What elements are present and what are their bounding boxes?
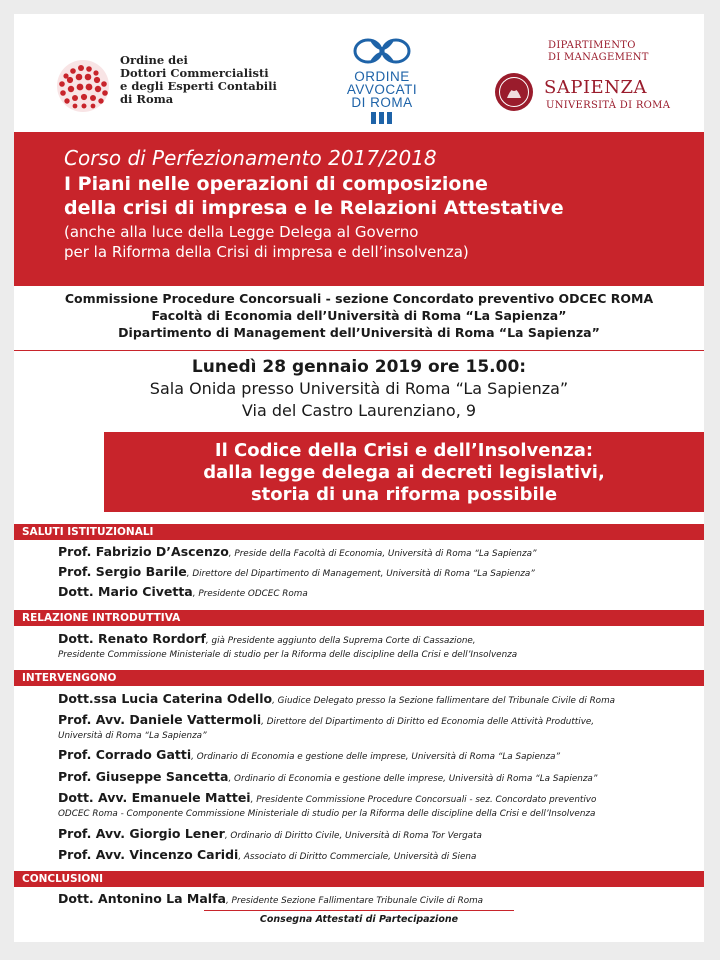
speaker: Dott. Renato Rordorf, già Presidente aggiunto della Suprema Corte di Cassazione, Presidente Commissione Ministeriale di studio per la Riforma delle discipline della Crisi e dell’Insolvenza [58,631,518,660]
sapienza-seal-icon [494,72,534,112]
speaker: Dott.ssa Lucia Caterina Odello, Giudice Delegato presso la Sezione fallimentare del Tribunale Civile di Roma [58,691,616,706]
course-label: Corso di Perfezionamento 2017/2018 [64,146,437,170]
sapienza-logo [492,40,692,120]
sapienza-name: SAPIENZA [544,77,647,98]
divider [14,350,704,351]
department-label: DIPARTIMENTO DI MANAGEMENT [548,40,649,63]
footer-note: Consegna Attestati di Partecipazione [259,914,459,925]
event-date: Lunedì 28 gennaio 2019 ore 15.00: [191,357,527,377]
speaker: Prof. Corrado Gatti, Ordinario di Economia e gestione delle imprese, Università di Roma “La Sapienza” [58,747,561,762]
speaker: Prof. Sergio Barile, Direttore del Dipartimento di Management, Università di Roma “La Sapienza” [58,564,535,579]
subtitle-line-1: (anche alla luce della Legge Delega al Governo [64,223,419,241]
sapienza-subtitle: UNIVERSITÀ DI ROMA [546,100,671,111]
speaker: Prof. Avv. Vincenzo Caridi, Associato di Diritto Commerciale, Università di Siena [58,847,477,862]
title-banner [14,132,704,286]
speaker: Prof. Fabrizio D’Ascenzo, Preside della Facoltà di Economia, Università di Roma “La Sapienza” [58,544,537,559]
header-logos [14,14,704,132]
flyer-page [14,14,704,942]
title-line-2: della crisi di impresa e le Relazioni Attestative [64,197,564,219]
section-saluti: SALUTI ISTITUZIONALI [14,524,704,540]
speaker: Dott. Antonino La Malfa, Presidente Sezione Fallimentare Tribunale Civile di Roma [58,891,484,906]
section-conclusioni: CONCLUSIONI [14,871,704,887]
speaker: Prof. Avv. Daniele Vattermoli, Direttore del Dipartimento di Diritto ed Economia delle Attività Produttive, Università di Roma “La Sapienza” [58,712,595,741]
speaker: Dott. Avv. Emanuele Mattei, Presidente Commissione Procedure Concorsuali - sez. Concordato preventivo ODCEC Roma - Componente Commissione Ministeriale di studio per la Riforma delle discipline della Crisi e dell’Insolvenza [58,790,597,819]
event-venue: Sala Onida presso Università di Roma “La Sapienza” [149,379,569,398]
event-address: Via del Castro Laurenziano, 9 [241,401,477,420]
organizer-line: Facoltà di Economia dell’Università di Roma “La Sapienza” [151,308,567,323]
speaker: Prof. Avv. Giorgio Lener, Ordinario di Diritto Civile, Università di Roma Tor Vergata [58,826,482,841]
section-intervengono: INTERVENGONO [14,670,704,686]
topic-box: Il Codice della Crisi e dell’Insolvenza: dalla legge delega ai decreti legislativi, storia di una riforma possibile [104,432,704,512]
organizers [14,290,704,341]
ordine-avvocati-logo [332,36,432,126]
speaker: Dott. Mario Civetta, Presidente ODCEC Roma [58,584,308,599]
organizer-line: Commissione Procedure Concorsuali - sezione Concordato preventivo ODCEC ROMA [64,291,654,306]
title-line-1: I Piani nelle operazioni di composizione [64,173,488,195]
columns-icon [367,112,397,124]
divider [204,910,514,911]
globe-icon [52,58,114,114]
odcec-name: Ordine dei Dottori Commercialisti e degli Esperti Contabili di Roma [120,53,277,106]
section-relazione: RELAZIONE INTRODUTTIVA [14,610,704,626]
speaker: Prof. Giuseppe Sancetta, Ordinario di Economia e gestione delle imprese, Università di Roma “La Sapienza” [58,769,598,784]
event-details [14,356,704,422]
organizer-line: Dipartimento di Management dell’Università di Roma “La Sapienza” [118,325,600,340]
odcec-logo [52,52,302,116]
knot-icon [350,36,414,66]
ordine-avvocati-name: ORDINE AVVOCATI DI ROMA [346,69,418,110]
subtitle-line-2: per la Riforma della Crisi di impresa e dell’insolvenza) [64,243,469,261]
